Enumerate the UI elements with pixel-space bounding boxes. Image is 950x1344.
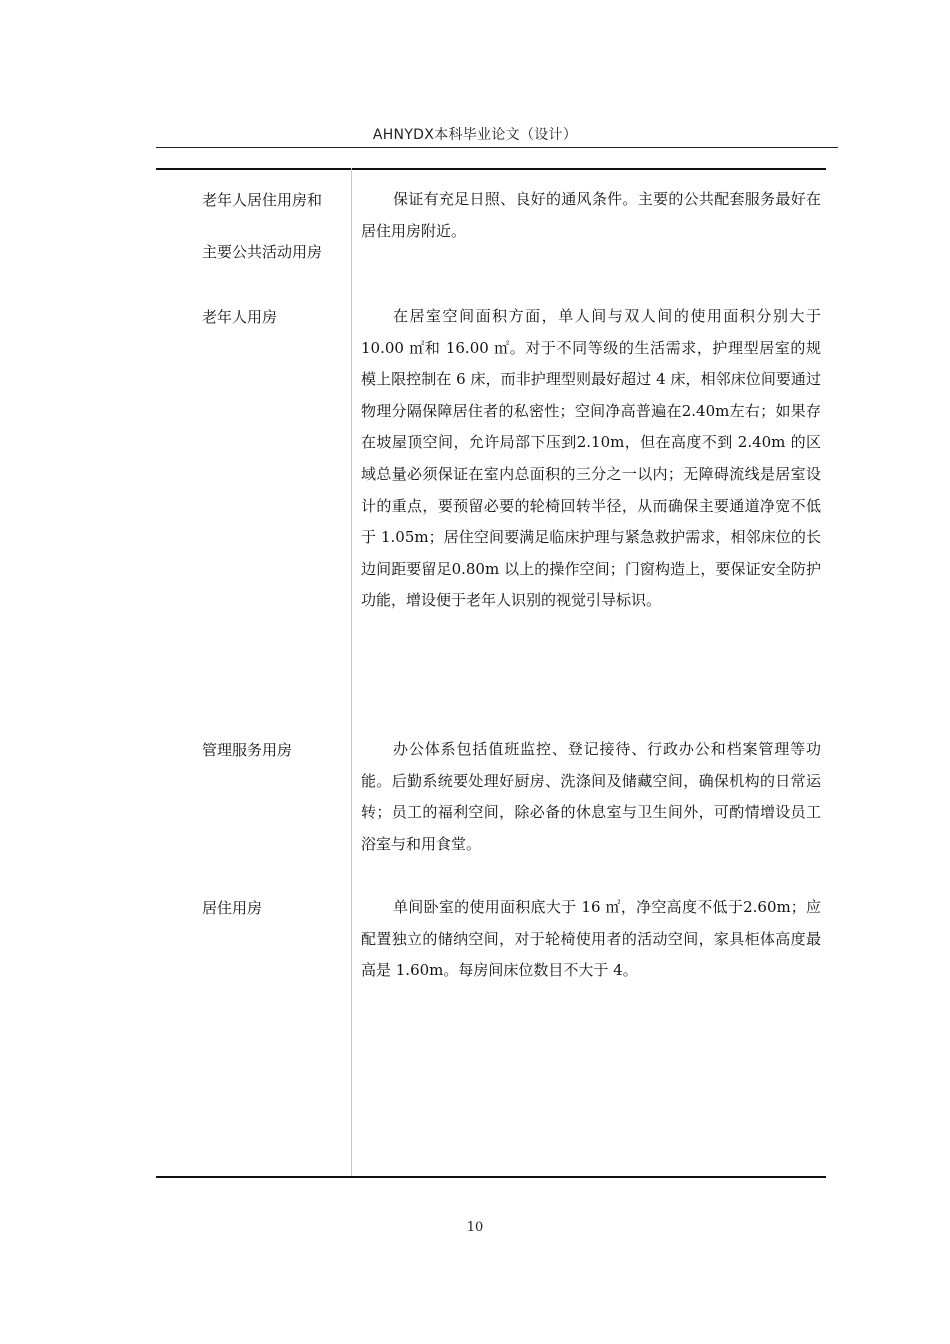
row-label-line: 老年人用房 xyxy=(202,308,278,326)
row-description-management-service-rooms: 办公体系包括值班监控、登记接待、行政办公和档案管理等功能。后勤系统要处理好厨房、洗涤间及储藏空间，确保机构的日常运转；员工的福利空间，除必备的休息室与卫生间外，可酌情增设员工浴室与和用食堂。 xyxy=(361,740,821,853)
row-label-elderly-residential-and-public-activity xyxy=(202,174,347,278)
row-description-elderly-residential-and-public-activity: 保证有充足日照、良好的通风条件。主要的公共配套服务最好在居住用房附近。 xyxy=(361,190,821,240)
row-label-line: 管理服务用房 xyxy=(202,741,293,759)
table-top-rule xyxy=(156,168,826,170)
page-header-title: AHNYDX本科毕业论文（设计） xyxy=(372,127,578,143)
row-label-residential-rooms xyxy=(202,882,347,934)
row-description-residential-rooms: 单间卧室的使用面积底大于 16 ㎡，净空高度不低于2.60m；应配置独立的储纳空间，对于轮椅使用者的活动空间，家具柜体高度最高是 1.60m。每房间床位数目不大于 4。 xyxy=(361,898,821,980)
row-label-elderly-rooms xyxy=(202,291,347,343)
page-number: 10 xyxy=(466,1220,484,1235)
row-description-elderly-rooms: 在居室空间面积方面，单人间与双人间的使用面积分别大于 10.00 ㎡和 16.00 ㎡。对于不同等级的生活需求，护理型居室的规模上限控制在 6 床，而非护理型则最好超过 4 床，相邻床位间要通过物理分隔保障居住者的私密性；空间净高普遍在2.40m左右；如果存在坡屋顶空间，允许局部下压到2.10m，但在高度不到 2.40m 的区域总量必须保证在室内总面积的三分之一以内；无障碍流线是居室设计的重点，要预留必要的轮椅回转半径，从而确保主要通道净宽不低于 1.05m；居住空间要满足临床护理与紧急救护需求，相邻床位的长边间距要留足0.80m 以上的操作空间；门窗构造上，要保证安全防护功能，增设便于老年人识别的视觉引导标识。 xyxy=(361,307,821,610)
row-label-line: 居住用房 xyxy=(202,899,263,917)
table-bottom-rule xyxy=(156,1176,826,1178)
row-label-management-service-rooms xyxy=(202,724,347,776)
row-label-line: 主要公共活动用房 xyxy=(202,243,323,261)
row-label-line: 老年人居住用房和 xyxy=(202,191,323,209)
header-rule xyxy=(156,147,838,148)
table-column-divider xyxy=(351,168,352,1178)
